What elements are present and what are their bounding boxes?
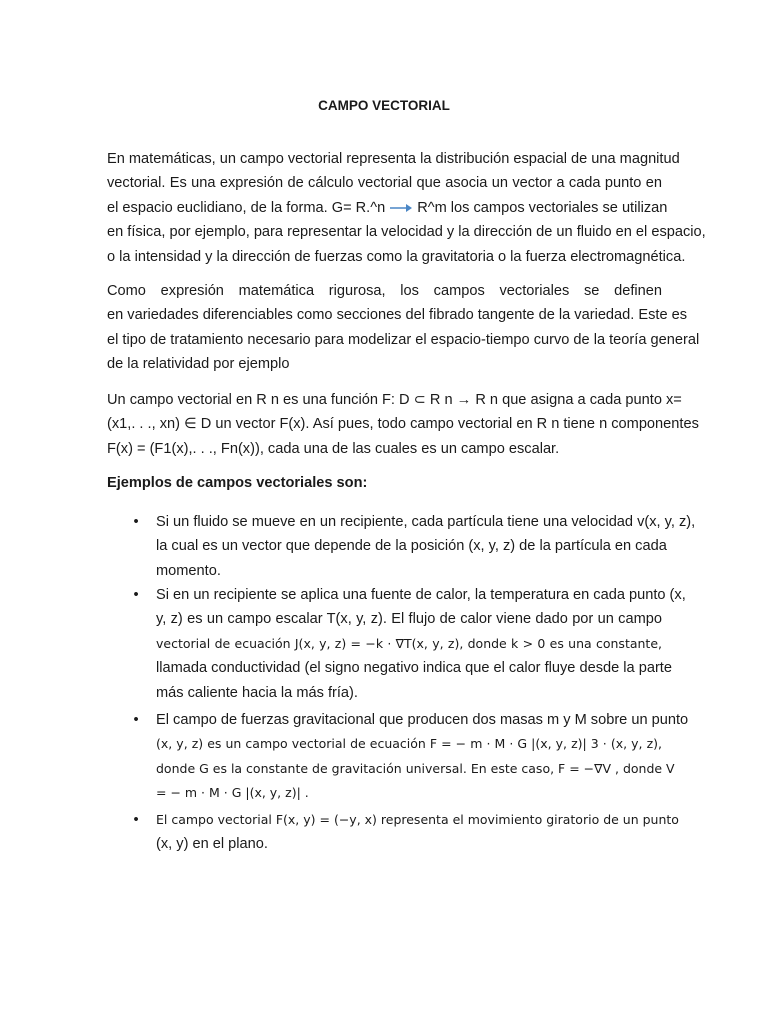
list-item-line: El campo de fuerzas gravitacional que producen dos masas m y M sobre un punto bbox=[156, 712, 689, 728]
paragraph-line: En matemáticas, un campo vectorial representa la distribución espacial de una magnitud bbox=[107, 151, 680, 167]
paragraph-function bbox=[107, 388, 699, 461]
list-item-line: la cual es un vector que depende de la posición (x, y, z) de la partícula en cada bbox=[156, 538, 667, 555]
list-item-line: (x, y) en el plano. bbox=[156, 836, 268, 853]
paragraph-line: (x1,. . ., xn) ∈ D un vector F(x). Así pues, todo campo vectorial en R n tiene n componentes bbox=[107, 416, 699, 433]
bullet-icon: • bbox=[133, 712, 139, 728]
paragraph-line: o la intensidad y la dirección de fuerzas como la gravitatoria o la fuerza electromagnética. bbox=[107, 248, 686, 265]
paragraph-intro bbox=[107, 147, 706, 269]
paragraph-line: el tipo de tratamiento necesario para modelizar el espacio-tiempo curvo de la teoría general bbox=[107, 331, 700, 348]
paragraph-line: en física, por ejemplo, para representar la velocidad y la dirección de un fluido en el espacio, bbox=[107, 224, 706, 241]
list-item bbox=[133, 510, 696, 583]
paragraph-line-with-arrow bbox=[107, 196, 668, 220]
formula-text-cont: R^m los campos vectoriales se utilizan bbox=[417, 199, 668, 216]
list-item-line: momento. bbox=[156, 562, 221, 579]
paragraph-line: F(x) = (F1(x),. . ., Fn(x)), cada una de las cuales es un campo escalar. bbox=[107, 440, 560, 457]
list-item-line: donde G es la constante de gravitación universal. En este caso, F = −∇V , donde V bbox=[156, 760, 675, 776]
examples-heading: Ejemplos de campos vectoriales son: bbox=[107, 475, 368, 491]
list-item bbox=[133, 808, 679, 857]
list-item-line: Si en un recipiente se aplica una fuente de calor, la temperatura en cada punto (x, bbox=[156, 587, 686, 603]
paragraph-line: en variedades diferenciables como secciones del fibrado tangente de la variedad. Este es bbox=[107, 307, 688, 324]
formula-text: el espacio euclidiano, de la forma. G= R.^n bbox=[107, 199, 386, 216]
bullet-icon: • bbox=[133, 514, 139, 530]
paragraph-line: vectorial. Es una expresión de cálculo vectorial que asocia un vector a cada punto en bbox=[107, 175, 662, 192]
list-item bbox=[133, 708, 689, 806]
arrow-right-icon bbox=[389, 203, 413, 213]
paragraph-line: Un campo vectorial en R n es una función F: D ⊂ R n → R n que asigna a cada punto x= bbox=[107, 392, 682, 408]
list-item-line: El campo vectorial F(x, y) = (−y, x) representa el movimiento giratorio de un punto bbox=[156, 812, 679, 827]
list-item-line: y, z) es un campo escalar T(x, y, z). El flujo de calor viene dado por un campo bbox=[156, 611, 662, 628]
paragraph-definition bbox=[107, 279, 700, 377]
list-item-line: llamada conductividad (el signo negativo indica que el calor fluye desde la parte bbox=[156, 660, 672, 677]
bullet-icon: • bbox=[133, 812, 139, 828]
paragraph-line: de la relatividad por ejemplo bbox=[107, 356, 290, 373]
list-item-line: vectorial de ecuación J(x, y, z) = −k · ∇T(x, y, z), donde k > 0 es una constante, bbox=[156, 635, 662, 651]
list-item-line: más caliente hacia la más fría). bbox=[156, 684, 358, 701]
list-item bbox=[133, 583, 686, 705]
paragraph-line: Como expresión matemática rigurosa, los campos vectoriales se definen bbox=[107, 283, 662, 299]
list-item-line: = − m · M · G |(x, y, z)| . bbox=[156, 785, 309, 801]
list-item-line: (x, y, z) es un campo vectorial de ecuación F = − m · M · G |(x, y, z)| 3 · (x, y, z), bbox=[156, 736, 662, 752]
list-item-line: Si un fluido se mueve en un recipiente, cada partícula tiene una velocidad v(x, y, z), bbox=[156, 514, 696, 530]
bullet-icon: • bbox=[133, 587, 139, 603]
page-title: CAMPO VECTORIAL bbox=[318, 98, 450, 113]
